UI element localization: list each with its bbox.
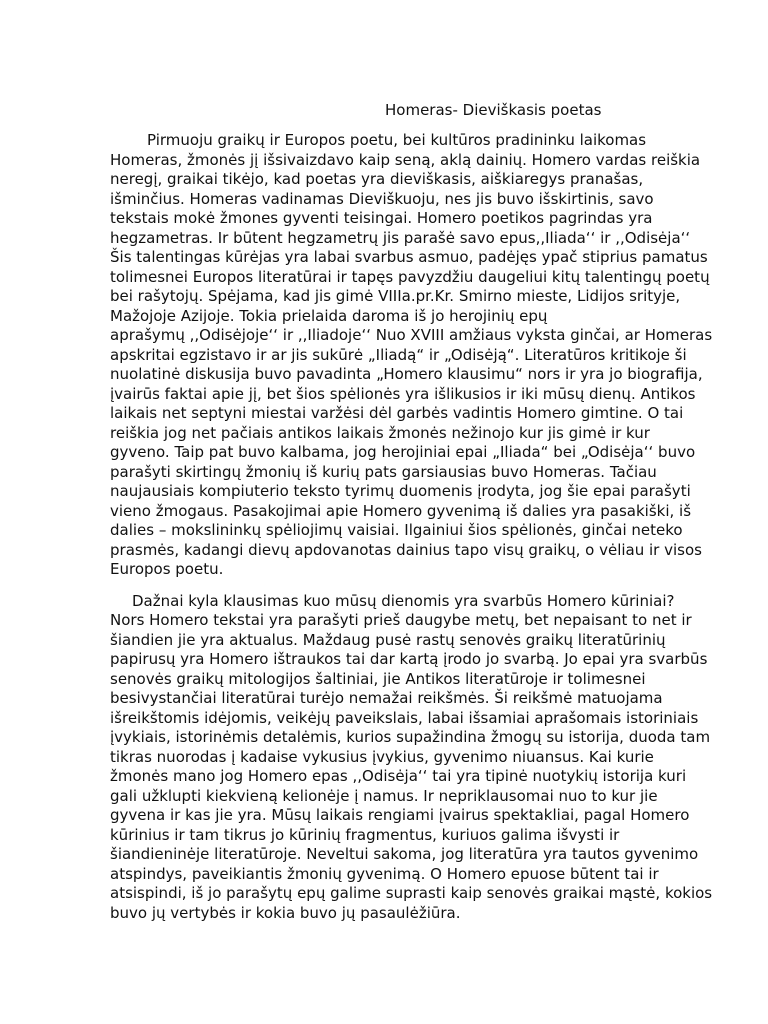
text-line: gyvena ir kas jie yra. Mūsų laikais rengiami įvairus spektakliai, pagal Homero (110, 806, 690, 824)
text-line: tekstais mokė žmones gyventi teisingai. Homero poetikos pagrindas yra (110, 209, 653, 227)
text-line: Europos poetu. (110, 560, 224, 578)
text-line: naujausiais kompiuterio teksto tyrimų duomenis įrodyta, jog šie epai parašyti (110, 482, 691, 500)
text-line: hegzametras. Ir būtent hegzametrų jis parašė savo epus,,Iliada‘‘ ir ,,Odisėja‘‘ (110, 228, 691, 247)
text-line: reiškia jog net pačiais antikos laikais žmonės nežinojo kur jis gimė ir kur (110, 423, 650, 442)
text-line: Pirmuoju graikų ir Europos poetu, bei kultūros pradininku laikomas (147, 131, 647, 149)
text-line: apskritai egzistavo ir ar jis sukūrė „Iliadą“ ir „Odisėją“. Literatūros kritikoje ši (110, 345, 687, 364)
text-line: Homeras, žmonės jį išsivaizdavo kaip seną, aklą dainių. Homero vardas reiškia (110, 150, 701, 169)
text-line: senovės graikų mitologijos šaltiniai, jie Antikos literatūroje ir tolimesnei (110, 669, 646, 688)
text-line: nuolatinė diskusija buvo pavadinta „Homero klausimu“ nors ir yra jo biografija, (110, 365, 703, 383)
text-line: gali užklupti kiekvieną kelionėje į namus. Ir nepriklausomai nuo to kur jie (110, 786, 658, 805)
text-line: išreikštomis idėjomis, veikėjų paveikslais, labai išsamiai aprašomais istoriniais (110, 708, 699, 727)
text-line: Nors Homero tekstai yra parašyti prieš daugybe metų, bet nepaisant to net ir (110, 611, 692, 629)
text-line: gyveno. Taip pat buvo kalbama, jog herojiniai epai „Iliada“ bei „Odisėja‘‘ buvo (110, 443, 696, 461)
text-line: papirusų yra Homero ištraukos tai dar kartą įrodo jo svarbą. Jo epai yra svarbūs (110, 650, 708, 668)
document-title: Homeras- Dieviškasis poetas (385, 101, 602, 119)
text-line: tikras nuorodas į kadaise vykusius įvykius, gyvenimo niuansus. Kai kurie (110, 747, 654, 766)
text-line: įvykiais, istorinėmis detalėmis, kurios supažindina žmogų su istorija, duoda tam (110, 728, 711, 746)
text-line: buvo jų vertybės ir kokia buvo jų pasaulėžiūra. (110, 903, 461, 922)
text-line: laikais net septyni miestai varžėsi dėl garbės vadintis Homero gimtine. O tai (110, 404, 684, 422)
text-line: dalies – mokslininkų spėliojimų vaisiai. Ilgainiui šios spėlionės, ginčai neteko (110, 521, 683, 539)
text-line: Mažojoje Azijoje. Tokia prielaida daroma iš jo herojinių epų (110, 306, 548, 325)
text-line: kūrinius ir tam tikrus jo kūrinių fragmentus, kuriuos galima išvysti ir (110, 825, 620, 844)
text-line: prasmės, kadangi dievų apdovanotas dainius tapo visų graikų, o vėliau ir visos (110, 540, 702, 559)
text-line: Šis talentingas kūrėjas yra labai svarbus asmuo, padėjęs ypač stiprius pamatus (110, 248, 708, 266)
text-line: vieno žmogaus. Pasakojimai apie Homero gyvenimą iš dalies yra pasakiški, iš (110, 501, 692, 520)
text-line: atsispindi, iš jo parašytų epų galime suprasti kaip senovės graikai mąstė, kokios (110, 884, 713, 902)
text-line: Dažnai kyla klausimas kuo mūsų dienomis yra svarbūs Homero kūriniai? (132, 591, 675, 610)
text-line: atspindys, paveikiantis žmonių gyvenimą. O Homero epuose būtent tai ir (110, 864, 659, 883)
text-line: žmonės mano jog Homero epas ,,Odisėja‘‘ tai yra tipinė nuotykių istorija kuri (110, 767, 687, 785)
text-line: parašyti skirtingų žmonių iš kurių pats garsiausias buvo Homeras. Tačiau (110, 462, 657, 481)
text-line: tolimesnei Europos literatūrai ir tapęs pavyzdžiu daugeliui kitų talentingų poetų (110, 267, 710, 286)
paragraph-1 (110, 131, 750, 580)
text-line: aprašymų ,,Odisėjoje‘‘ ir ,,Iliadoje‘‘ Nuo XVIII amžiaus vyksta ginčai, ar Homeras (110, 326, 713, 344)
text-line: šiandien jie yra aktualus. Maždaug pusė rastų senovės graikų literatūrinių (110, 630, 666, 649)
text-line: neregį, graikai tikėjo, kad poetas yra dieviškasis, aiškiaregys pranašas, (110, 170, 644, 188)
text-line: bei rašytojų. Spėjama, kad jis gimė VIIIa.pr.Kr. Smirno mieste, Lidijos srityje, (110, 287, 681, 305)
text-line: išminčius. Homeras vadinamas Dieviškuoju, nes jis buvo išskirtinis, savo (110, 189, 654, 208)
document-body (110, 131, 750, 923)
text-line: šiandieninėje literatūroje. Neveltui sakoma, jog literatūra yra tautos gyvenimo (110, 845, 699, 863)
text-line: įvairūs faktai apie jį, bet šios spėlionės yra išlikusios ir iki mūsų dienų. Antikos (110, 384, 696, 403)
paragraph-spacer (110, 580, 750, 592)
text-line: besivystančiai literatūrai turėjo nemažai reikšmės. Ši reikšmė matuojama (110, 689, 663, 707)
paragraph-2 (110, 592, 750, 924)
